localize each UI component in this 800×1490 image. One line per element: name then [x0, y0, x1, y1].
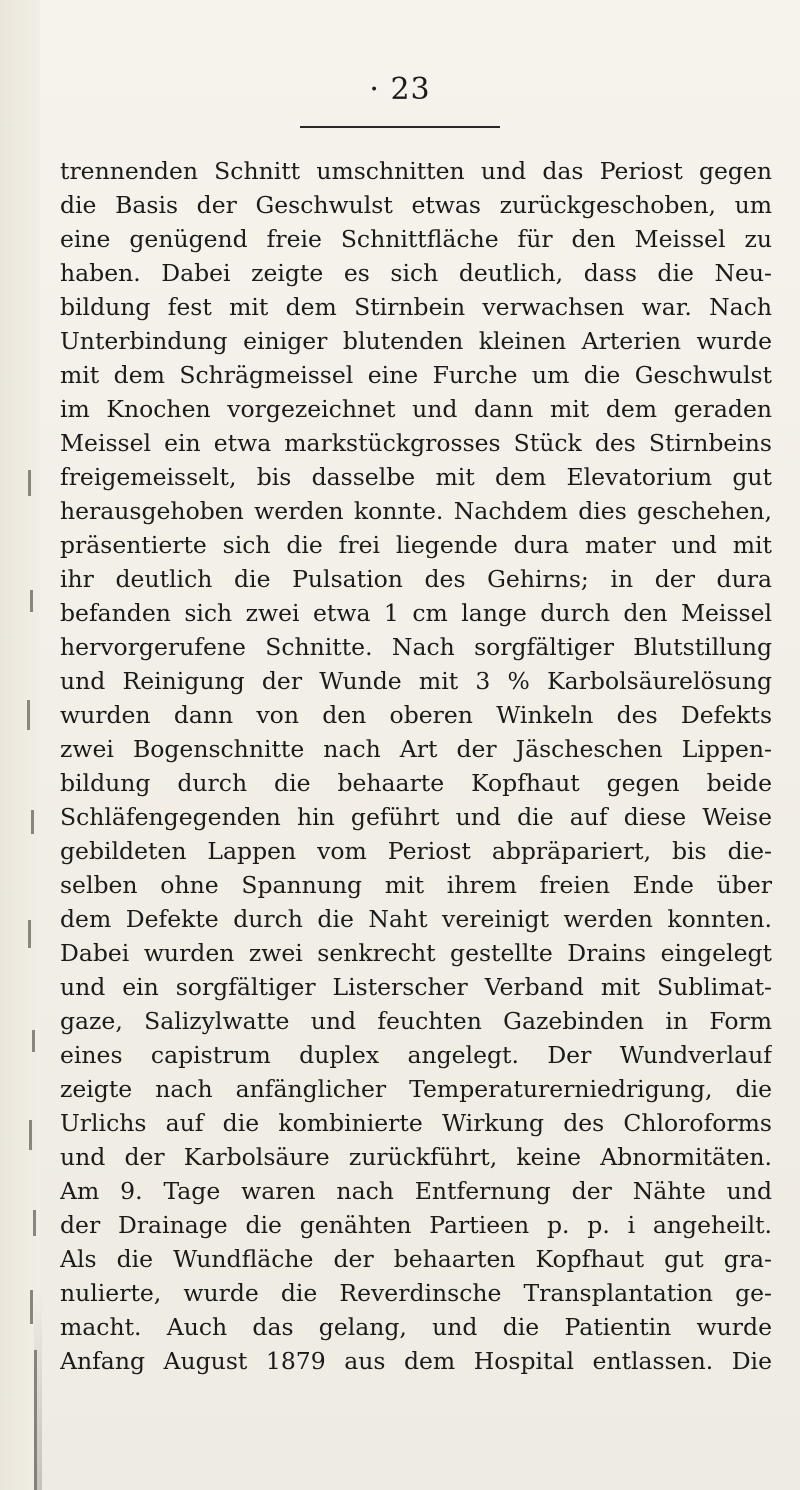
text-line: Schläfengegenden hin geführt und die auf diese Weise [60, 803, 772, 831]
edge-mark [31, 810, 34, 834]
text-line: und Reinigung der Wunde mit 3 % Karbolsäurelösung [60, 667, 772, 695]
text-line: Anfang August 1879 aus dem Hospital entlassen. Die [60, 1347, 772, 1375]
text-line: dem Defekte durch die Naht vereinigt werden konnten. [60, 905, 772, 933]
text-line: mit dem Schrägmeissel eine Furche um die Geschwulst [60, 361, 772, 389]
text-line: nulierte, wurde die Reverdinsche Transplantation ge- [60, 1279, 772, 1307]
text-line: Unterbindung einiger blutenden kleinen Arterien wurde [60, 327, 772, 355]
text-line: hervorgerufene Schnitte. Nach sorgfältiger Blutstillung [60, 633, 772, 661]
edge-mark [32, 1030, 35, 1052]
text-line: herausgehoben werden konnte. Nachdem dies geschehen, [60, 497, 772, 525]
text-line: zeigte nach anfänglicher Temperaturerniedrigung, die [60, 1075, 772, 1103]
text-line: bildung durch die behaarte Kopfhaut gegen beide [60, 769, 772, 797]
text-line: der Drainage die genähten Partieen p. p. i angeheilt. [60, 1211, 772, 1239]
text-line: gebildeten Lappen vom Periost abpräpariert, bis die- [60, 837, 772, 865]
edge-mark [30, 1290, 33, 1324]
text-line: eine genügend freie Schnittfläche für den Meissel zu [60, 225, 772, 253]
edge-mark [28, 470, 31, 496]
text-line: selben ohne Spannung mit ihrem freien Ende über [60, 871, 772, 899]
text-line: die Basis der Geschwulst etwas zurückgeschoben, um [60, 191, 772, 219]
text-line: bildung fest mit dem Stirnbein verwachsen war. Nach [60, 293, 772, 321]
text-line: Als die Wundfläche der behaarten Kopfhaut gut gra- [60, 1245, 772, 1273]
text-line: eines capistrum duplex angelegt. Der Wundverlauf [60, 1041, 772, 1069]
text-line: Meissel ein etwa markstückgrosses Stück des Stirnbeins [60, 429, 772, 457]
page-number-rule [300, 126, 500, 128]
text-line: gaze, Salizylwatte und feuchten Gazebinden in Form [60, 1007, 772, 1035]
text-line: trennenden Schnitt umschnitten und das Periost gegen [60, 157, 772, 185]
edge-mark [30, 590, 33, 612]
text-line: präsentierte sich die frei liegende dura mater und mit [60, 531, 772, 559]
text-line: befanden sich zwei etwa 1 cm lange durch den Meissel [60, 599, 772, 627]
text-line: im Knochen vorgezeichnet und dann mit dem geraden [60, 395, 772, 423]
edge-mark [28, 920, 31, 948]
text-line: Dabei wurden zwei senkrecht gestellte Drains eingelegt [60, 939, 772, 967]
text-line: Urlichs auf die kombinierte Wirkung des Chloroforms [60, 1109, 772, 1137]
text-line: und ein sorgfältiger Listerscher Verband mit Sublimat- [60, 973, 772, 1001]
edge-mark [33, 1210, 36, 1236]
text-line: Am 9. Tage waren nach Entfernung der Nähte und [60, 1177, 772, 1205]
text-line: ihr deutlich die Pulsation des Gehirns; in der dura [60, 565, 772, 593]
text-line: freigemeisselt, bis dasselbe mit dem Elevatorium gut [60, 463, 772, 491]
text-line: zwei Bogenschnitte nach Art der Jäscheschen Lippen- [60, 735, 772, 763]
binding-shadow [34, 1290, 42, 1490]
text-line: und der Karbolsäure zurückführt, keine Abnormitäten. [60, 1143, 772, 1171]
text-line: wurden dann von den oberen Winkeln des Defekts [60, 701, 772, 729]
edge-mark [27, 700, 30, 730]
body-text [60, 154, 772, 1378]
page-number: · 23 [369, 72, 431, 107]
text-line: haben. Dabei zeigte es sich deutlich, dass die Neu- [60, 259, 772, 287]
edge-mark [29, 1120, 32, 1150]
text-line: macht. Auch das gelang, und die Patientin wurde [60, 1313, 772, 1341]
